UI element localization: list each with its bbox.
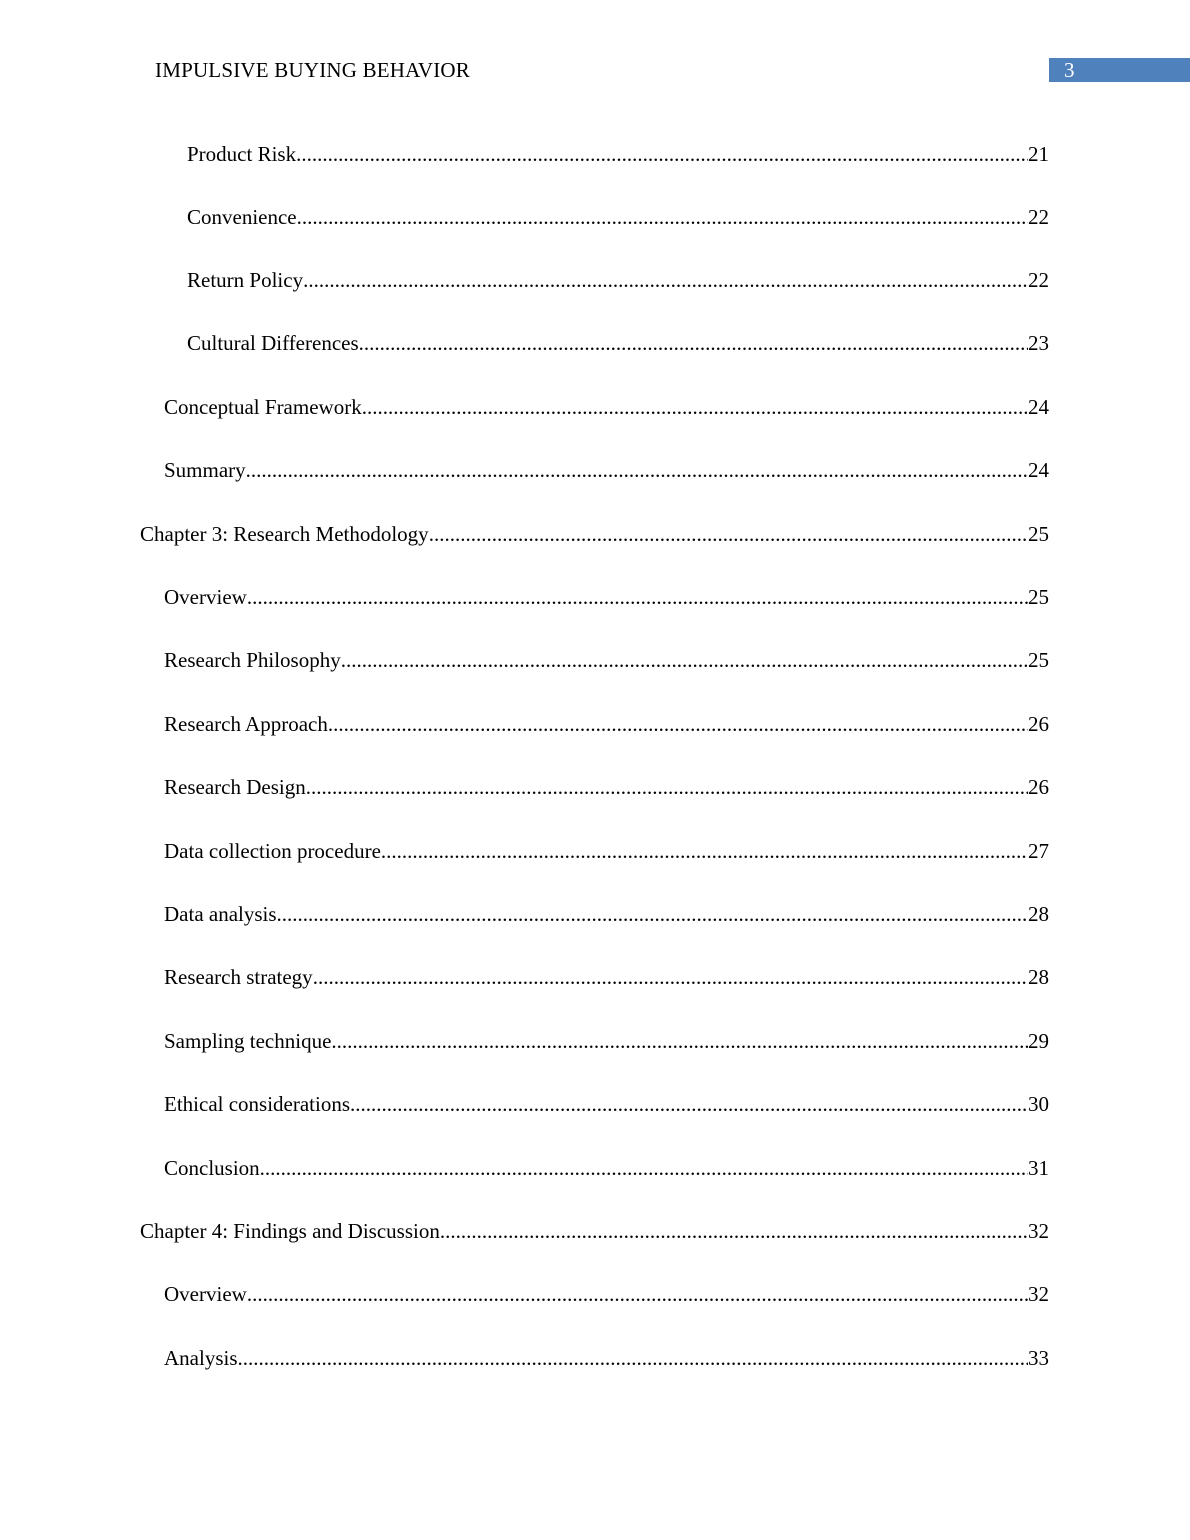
toc-leader-dots [328, 709, 1028, 739]
toc-leader-dots [359, 328, 1028, 358]
toc-entry-label: Overview [164, 585, 247, 609]
toc-leader-dots [247, 582, 1028, 612]
toc-leader-dots [362, 392, 1028, 422]
toc-entry-label: Chapter 3: Research Methodology [140, 522, 429, 546]
toc-entry[interactable] [187, 265, 1049, 295]
toc-entry[interactable] [164, 1026, 1049, 1056]
running-title: IMPULSIVE BUYING BEHAVIOR [155, 58, 470, 82]
toc-entry[interactable] [187, 202, 1049, 232]
toc-entry-label: Conceptual Framework [164, 395, 362, 419]
toc-entry-page: 33 [1028, 1346, 1049, 1370]
toc-leader-dots [297, 202, 1028, 232]
toc-leader-dots [260, 1153, 1028, 1183]
toc-leader-dots [296, 139, 1028, 169]
toc-leader-dots [246, 455, 1028, 485]
toc-leader-dots [247, 1279, 1028, 1309]
toc-entry-page: 28 [1028, 902, 1049, 926]
toc-entry[interactable] [164, 645, 1049, 675]
toc-entry-label: Research strategy [164, 965, 313, 989]
toc-leader-dots [303, 265, 1028, 295]
toc-entry-page: 24 [1028, 458, 1049, 482]
toc-entry-label: Ethical considerations [164, 1092, 351, 1116]
toc-entry-label: Sampling technique [164, 1029, 332, 1053]
toc-entry-label: Chapter 4: Findings and Discussion [140, 1219, 440, 1243]
toc-entry[interactable] [140, 519, 1049, 549]
toc-leader-dots [350, 1089, 1028, 1119]
toc-entry-page: 24 [1028, 395, 1049, 419]
toc-entry[interactable] [164, 582, 1049, 612]
toc-entry-page: 25 [1028, 585, 1049, 609]
toc-leader-dots [429, 519, 1028, 549]
toc-entry[interactable] [164, 772, 1049, 802]
toc-entry[interactable] [140, 1216, 1049, 1246]
toc-entry-label: Analysis [164, 1346, 238, 1370]
toc-entry[interactable] [164, 962, 1049, 992]
toc-entry-page: 25 [1028, 522, 1049, 546]
toc-entry[interactable] [164, 836, 1049, 866]
toc-leader-dots [306, 772, 1028, 802]
toc-leader-dots [341, 645, 1028, 675]
toc-leader-dots [440, 1216, 1028, 1246]
toc-entry-page: 32 [1028, 1282, 1049, 1306]
toc-entry-page: 22 [1028, 205, 1049, 229]
toc-entry-label: Convenience [187, 205, 297, 229]
toc-entry-label: Research Approach [164, 712, 328, 736]
toc-entry-page: 21 [1028, 142, 1049, 166]
toc-entry-label: Data analysis [164, 902, 277, 926]
toc-entry[interactable] [164, 1279, 1049, 1309]
toc-entry-page: 22 [1028, 268, 1049, 292]
toc-entry-label: Product Risk [187, 142, 297, 166]
toc-leader-dots [313, 962, 1028, 992]
toc-entry-label: Summary [164, 458, 246, 482]
toc-entry[interactable] [164, 392, 1049, 422]
toc-entry-page: 29 [1028, 1029, 1049, 1053]
toc-entry-page: 23 [1028, 331, 1049, 355]
toc-leader-dots [381, 836, 1028, 866]
toc-entry-label: Research Design [164, 775, 306, 799]
toc-entry-page: 26 [1028, 712, 1049, 736]
toc-entry[interactable] [164, 1343, 1049, 1373]
toc-entry-label: Return Policy [187, 268, 304, 292]
toc-entry-page: 31 [1028, 1156, 1049, 1180]
toc-entry-label: Conclusion [164, 1156, 260, 1180]
toc-entry-label: Cultural Differences [187, 331, 359, 355]
toc-entry-page: 30 [1028, 1092, 1049, 1116]
toc-entry[interactable] [164, 455, 1049, 485]
toc-entry[interactable] [187, 328, 1049, 358]
toc-entry-page: 27 [1028, 839, 1049, 863]
toc-entry-label: Overview [164, 1282, 247, 1306]
toc-entry-page: 32 [1028, 1219, 1049, 1243]
toc-entry[interactable] [164, 709, 1049, 739]
toc-entry-label: Data collection procedure [164, 839, 381, 863]
page-number-badge: 3 [1049, 58, 1190, 82]
toc-entry[interactable] [164, 1089, 1049, 1119]
toc-entry-page: 28 [1028, 965, 1049, 989]
toc-leader-dots [238, 1343, 1029, 1373]
toc-leader-dots [331, 1026, 1028, 1056]
toc-entry-label: Research Philosophy [164, 648, 341, 672]
toc-leader-dots [277, 899, 1028, 929]
toc-entry[interactable] [164, 899, 1049, 929]
toc-entry-page: 25 [1028, 648, 1049, 672]
toc-entry-page: 26 [1028, 775, 1049, 799]
toc-entry[interactable] [164, 1153, 1049, 1183]
toc-entry[interactable] [187, 139, 1049, 169]
